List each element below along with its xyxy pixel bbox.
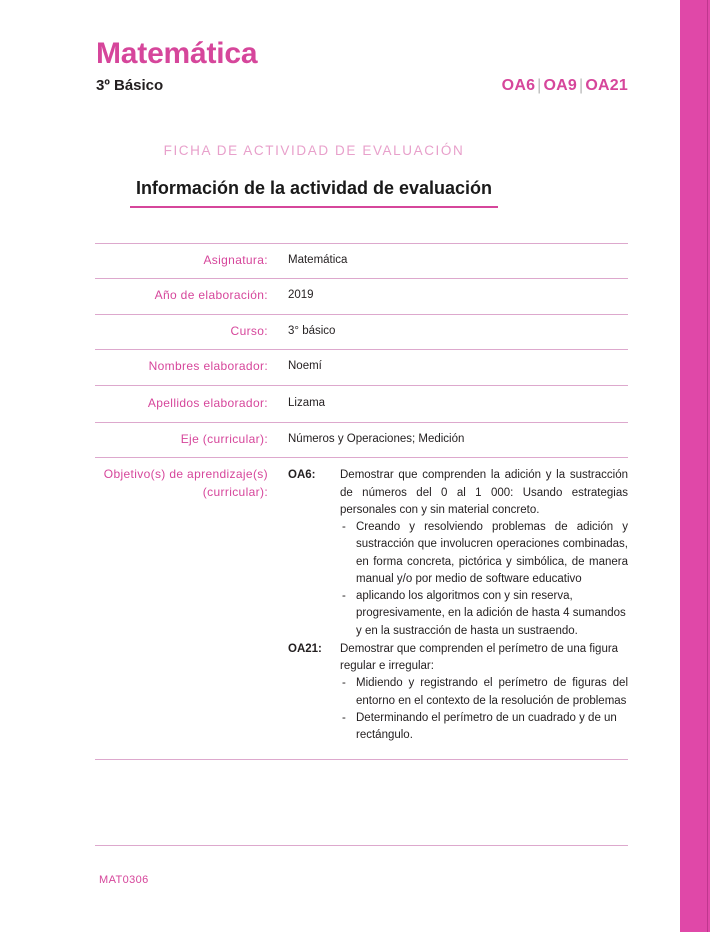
grade-level: 3º Básico <box>96 76 164 94</box>
document-title: Información de la actividad de evaluación <box>130 178 498 208</box>
objective-entry-oa21 <box>288 641 628 745</box>
list-item: - Midiendo y registrando el perímetro de figuras del entorno en el contexto de la resolución de problemas <box>340 675 628 710</box>
table-row <box>95 279 628 314</box>
list-item: - aplicando los algoritmos con y sin reserva, progresivamente, en la adición de hasta 4 sumandos y en la sustracción de hasta un sustraendo. <box>340 588 628 640</box>
table-row <box>95 422 628 457</box>
decorative-edge-bar-line <box>707 0 708 932</box>
header-secondary-row <box>96 77 628 95</box>
row-value-nombres-elaborador: Noemí <box>288 360 322 373</box>
decorative-edge-bar <box>680 0 710 932</box>
row-label-objetivos-aprendizaje: Objetivo(s) de aprendizaje(s) (curricular): <box>103 467 268 499</box>
row-value-ano-elaboracion: 2019 <box>288 289 314 302</box>
document-title-wrapper <box>0 178 628 208</box>
oa-code-3: OA21 <box>585 76 628 94</box>
objective-body-oa21 <box>340 641 628 745</box>
table-row-objectives <box>95 458 628 760</box>
row-value-asignatura: Matemática <box>288 254 348 266</box>
objective-body-oa6 <box>340 467 628 640</box>
objective-code-oa6: OA6: <box>288 469 316 482</box>
objective-bullets-oa21 <box>340 675 628 744</box>
table-row <box>95 244 628 279</box>
list-item: - Determinando el perímetro de un cuadrado y de un rectángulo. <box>340 710 628 745</box>
row-label-apellidos-elaborador: Apellidos elaborador: <box>147 395 268 410</box>
document-type-label: FICHA DE ACTIVIDAD DE EVALUACIÓN <box>163 143 465 158</box>
document-header <box>96 38 628 95</box>
row-value-objetivos-aprendizaje <box>278 458 628 760</box>
footer-divider <box>95 845 628 846</box>
objective-entry-oa6 <box>288 467 628 640</box>
footer-document-code: MAT0306 <box>99 874 149 886</box>
row-label-nombres-elaborador: Nombres elaborador: <box>148 359 268 374</box>
oa-separator-2: | <box>579 76 584 94</box>
oa-code-2: OA9 <box>543 76 578 94</box>
oa-code-list <box>502 77 628 95</box>
objective-lead-oa6: Demostrar que comprenden la adición y la sustracción de números del 0 al 1 000: Usando estrategias personales con y sin material concreto. <box>340 469 628 516</box>
row-value-eje-curricular: Números y Operaciones; Medición <box>288 432 465 445</box>
row-value-apellidos-elaborador: Lizama <box>288 396 326 409</box>
row-label-eje-curricular: Eje (curricular): <box>180 431 268 446</box>
table-row <box>95 350 628 385</box>
objective-lead-oa21: Demostrar que comprenden el perímetro de una figura regular e irregular: <box>340 642 619 673</box>
oa-separator-1: | <box>537 76 542 94</box>
row-label-asignatura: Asignatura: <box>203 253 268 267</box>
objective-code-oa21: OA21: <box>288 642 322 655</box>
table-row <box>95 385 628 422</box>
list-item: - Creando y resolviendo problemas de adición y sustracción que involucren operaciones combinadas, en forma concreta, pictórica y simbólica, de manera manual y/o por medio de software educativo <box>340 519 628 588</box>
row-value-curso: 3° básico <box>288 324 336 337</box>
page-title: Matemática <box>96 37 258 70</box>
objective-bullets-oa6 <box>340 519 628 640</box>
row-label-ano-elaboracion: Año de elaboración: <box>154 288 268 303</box>
activity-info-table <box>95 243 628 760</box>
row-label-curso: Curso: <box>230 323 268 338</box>
table-row <box>95 314 628 349</box>
oa-code-1: OA6 <box>501 76 536 94</box>
